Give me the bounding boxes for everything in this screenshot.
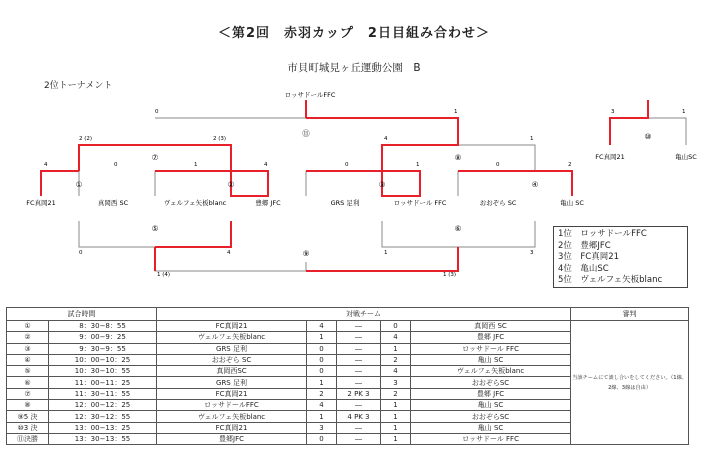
score: 2 [568, 162, 572, 168]
away-team: ヴェルフェ矢板blanc [411, 366, 571, 377]
header-teams: 対戦チーム [157, 308, 571, 321]
away-team: 真岡西 SC [411, 321, 571, 332]
away-team: 豊郷 JFC [411, 332, 571, 343]
home-team: 真岡西SC [157, 366, 307, 377]
m3-win [306, 171, 420, 196]
side-team-label: FC真岡21 [595, 153, 625, 161]
header-time: 試合時間 [7, 308, 157, 321]
away-team: 亀山 SC [411, 400, 571, 411]
match-time: 11：00−11：25 [49, 377, 157, 388]
m9-win-b [306, 247, 458, 271]
home-team: FC真岡21 [157, 388, 307, 399]
score: 3 [530, 250, 534, 256]
match-no: ⑥ [7, 377, 49, 388]
match-time: 9：00−9：25 [49, 332, 157, 343]
match-time: 9：30−9：55 [49, 343, 157, 354]
match-number: ⑤ [151, 224, 159, 233]
match-mid: ― [337, 354, 381, 365]
home-team: ヴェルフェ矢板blanc [157, 332, 307, 343]
score: 1 [682, 109, 686, 115]
match-number: ⑪ [302, 129, 310, 138]
rank-4: 4位 亀山SC [558, 263, 609, 274]
match-mid: ― [337, 332, 381, 343]
home-score: 1 [307, 411, 337, 422]
match-number: ⑦ [151, 153, 159, 162]
match-mid: ― [337, 400, 381, 411]
match-mid: ― [337, 422, 381, 433]
team-label: 亀山 SC [560, 199, 584, 207]
score: 0 [155, 109, 159, 115]
rank-1: 1位 ロッサドールFFC [558, 229, 647, 239]
home-team: FC真岡21 [157, 321, 307, 332]
away-score: 1 [381, 343, 411, 354]
score: 0 [496, 162, 500, 168]
m9-line-left [155, 247, 306, 271]
score: 1 [454, 109, 458, 115]
match-number: ① [75, 180, 83, 189]
home-team: GRS 足利 [157, 377, 307, 388]
away-score: 1 [381, 400, 411, 411]
m8-win [382, 118, 458, 171]
score: 1 (3) [443, 272, 457, 278]
score: 1 [416, 162, 420, 168]
match-no: ③ [7, 343, 49, 354]
home-score: 1 [307, 332, 337, 343]
team-label: FC真岡21 [26, 199, 56, 207]
home-team: ロッサドールFFC [157, 400, 307, 411]
score: 4 [44, 162, 48, 168]
m10-win [610, 100, 648, 145]
tournament-subtitle: 2位トーナメント [44, 81, 113, 91]
home-score: 4 [307, 321, 337, 332]
home-score: 0 [307, 433, 337, 444]
rank-3: 3位 FC真岡21 [558, 252, 620, 262]
m1-win [41, 171, 79, 196]
match-mid: 4 PK 3 [337, 411, 381, 422]
home-score: 4 [307, 400, 337, 411]
match-no: ④ [7, 354, 49, 365]
team-label: GRS 足利 [330, 199, 360, 207]
score: 4 [227, 250, 231, 256]
home-team: おおぞら SC [157, 354, 307, 365]
away-score: 1 [381, 433, 411, 444]
away-team: 亀山 SC [411, 422, 571, 433]
score: 2 (3) [213, 136, 227, 142]
away-score: 1 [381, 411, 411, 422]
match-mid: ― [337, 366, 381, 377]
rank-5: 5位 ヴェルフェ矢板blanc [558, 275, 663, 285]
team-label: 真岡西 SC [97, 199, 129, 207]
champion-label: ロッサドールFFC [284, 91, 336, 99]
away-score: 0 [381, 321, 411, 332]
match-mid: ― [337, 377, 381, 388]
referee-note: 当該チームにて談し合いをしてください。（1線、2線、3線は自由） [571, 321, 689, 445]
rank-2: 2位 豊郷JFC [558, 240, 611, 251]
venue-title: 市貝町城見ヶ丘運動公園 B [287, 62, 421, 74]
schedule-table [6, 307, 689, 445]
schedule-header-row [7, 308, 689, 321]
score: 1 [194, 162, 198, 168]
team-label: おおぞら SC [479, 199, 517, 207]
home-team: GRS 足利 [157, 343, 307, 354]
away-score: 1 [381, 422, 411, 433]
m4-win [458, 171, 572, 196]
home-score: 1 [307, 377, 337, 388]
score: 3 [611, 109, 615, 115]
score: 0 [114, 162, 118, 168]
match-time: 13：30−13：55 [49, 433, 157, 444]
away-score: 2 [381, 354, 411, 365]
m2-win [155, 171, 268, 196]
match-no: ⑦ [7, 388, 49, 399]
score: 2 (2) [79, 136, 93, 142]
score: 0 [79, 250, 83, 256]
home-score: 3 [307, 422, 337, 433]
match-no: ① [7, 321, 49, 332]
match-time: 12：00−12：25 [49, 400, 157, 411]
away-team: 豊郷 JFC [411, 388, 571, 399]
match-mid: ― [337, 321, 381, 332]
score: 1 [384, 250, 388, 256]
m10-line-right [648, 118, 686, 145]
match-no: ⑨5 決 [7, 411, 49, 422]
home-score: 2 [307, 388, 337, 399]
away-score: 3 [381, 377, 411, 388]
score: 1 [530, 136, 534, 142]
match-number: ⑧ [454, 153, 462, 162]
score: 1 (4) [157, 272, 171, 278]
score: 0 [345, 162, 349, 168]
match-time: 11：30−11：55 [49, 388, 157, 399]
home-score: 0 [307, 366, 337, 377]
team-label: 豊郷 JFC [255, 199, 281, 207]
rankings-box [553, 226, 688, 288]
away-score: 4 [381, 366, 411, 377]
away-team: おおぞらSC [411, 411, 571, 422]
match-number: ④ [531, 180, 539, 189]
m5-win [155, 221, 231, 247]
home-team: 豊郷JFC [157, 433, 307, 444]
match-number: ⑨ [302, 249, 310, 258]
match-mid: 2 PK 3 [337, 388, 381, 399]
match-time: 12：30−12：55 [49, 411, 157, 422]
team-label: ヴェルフェ矢板blanc [163, 199, 227, 207]
page-title: ＜第2回 赤羽カップ 2日目組み合わせ＞ [218, 26, 490, 41]
match-number: ⑩ [644, 132, 652, 141]
match-time: 13：00−13：25 [49, 422, 157, 433]
match-number: ⑥ [454, 224, 462, 233]
match-mid: ― [337, 433, 381, 444]
away-score: 2 [381, 388, 411, 399]
match-time: 10：30−10：55 [49, 366, 157, 377]
table-row [7, 321, 689, 332]
away-team: ロッサドール FFC [411, 433, 571, 444]
home-team: FC真岡21 [157, 422, 307, 433]
away-score: 4 [381, 332, 411, 343]
score: 4 [264, 162, 268, 168]
match-no: ⑪決勝 [7, 433, 49, 444]
home-score: 0 [307, 343, 337, 354]
side-team-label: 亀山SC [675, 153, 697, 161]
m5-line-left [79, 221, 155, 247]
match-time: 8：30−8：55 [49, 321, 157, 332]
match-no: ⑤ [7, 366, 49, 377]
m9-line-right [306, 247, 458, 271]
match-no: ⑧ [7, 400, 49, 411]
away-team: おおぞらSC [411, 377, 571, 388]
home-score: 0 [307, 354, 337, 365]
m11-win [306, 118, 458, 145]
away-team: ロッサドール FFC [411, 343, 571, 354]
match-mid: ― [337, 343, 381, 354]
score: 4 [384, 136, 388, 142]
header-ref: 審判 [571, 308, 689, 321]
match-number: ③ [378, 180, 386, 189]
home-team: ヴェルフェ矢板blanc [157, 411, 307, 422]
match-no: ⑩3 決 [7, 422, 49, 433]
m2-win-b [231, 171, 268, 196]
match-time: 10：00−10：25 [49, 354, 157, 365]
match-number: ② [227, 180, 235, 189]
match-no: ② [7, 332, 49, 343]
away-team: 亀山 SC [411, 354, 571, 365]
team-label: ロッサドール FFC [393, 199, 447, 207]
